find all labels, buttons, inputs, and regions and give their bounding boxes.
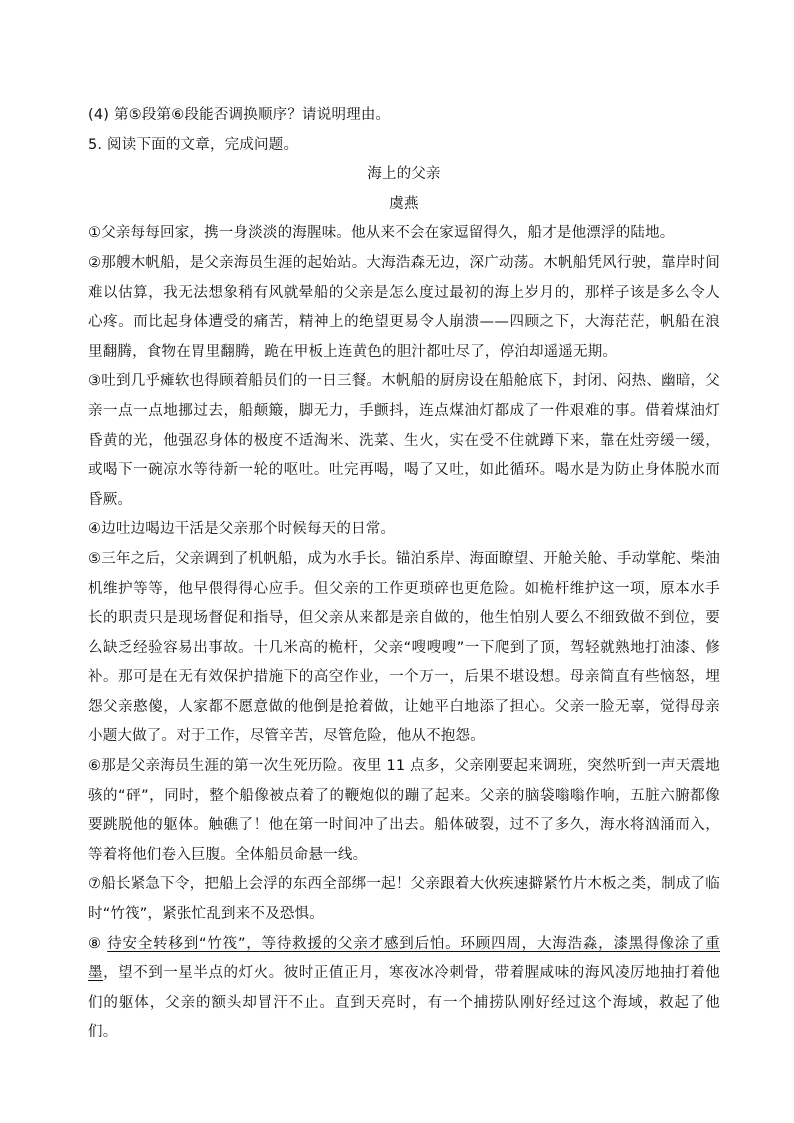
paragraph-2: ②那艘木帆船，是父亲海员生涯的起始站。大海浩森无边，深广动荡。木帆船凭风行驶，靠岸时间难以估算，我无法想象稍有风就晕船的父亲是怎么度过最初的海上岁月的，那样子该是多么令人心疼。而比起身体遭受的痛苦，精神上的绝望更易令人崩溃——四顾之下，大海茫茫，帆船在浪里翻腾，食物在胃里翻腾，跪在甲板上连黄色的胆汁都吐尽了，停泊却遥遥无期。 — [88, 254, 720, 360]
paragraph-1: ①父亲每每回家，携一身淡淡的海腥味。他从来不会在家逗留得久，船才是他漂浮的陆地。 — [88, 225, 675, 242]
article-author: 虞燕 — [389, 195, 419, 212]
article-title: 海上的父亲 — [367, 166, 441, 183]
question-4: (4) 第⑤段第⑥段能否调换顺序？请说明理由。 — [88, 107, 391, 123]
paragraph-8-rest: ，望不到一星半点的灯火。彼时正值正月，寒夜冰冷刺骨，带着腥咸味的海风凌厉地抽打着他们的躯体，父亲的额头却冒汗不止。直到天亮时，有一个捕捞队刚好经过这个海域，救起了他们。 — [88, 965, 720, 1041]
document-body — [88, 101, 720, 1048]
question-5: 5. 阅读下面的文章，完成问题。 — [88, 136, 299, 153]
paragraph-6: ⑥那是父亲海员生涯的第一次生死历险。夜里 11 点多，父亲刚要起来调班，突然听到一声天震地骇的“砰”，同时，整个船像被点着了的鞭炮似的蹦了起来。父亲的脑袋嗡嗡作响，五脏六腑都像要跳脱他的躯体。触礁了！他在第一时间冲了出去。船体破裂，过不了多久，海水将汹涌而入，等着将他们卷入巨腹。全体船员命悬一线。 — [88, 758, 720, 863]
paragraph-8-lead: ⑧ — [88, 935, 108, 952]
paragraph-8 — [88, 930, 720, 1048]
paragraph-3: ③吐到几乎瘫软也得顾着船员们的一日三餐。木帆船的厨房设在船舱底下，封闭、闷热、幽暗，父亲一点一点地挪过去，船颠簸，脚无力，手颤抖，连点煤油灯都成了一件艰难的事。借着煤油灯昏黄的光，他强忍身体的极度不适淘米、洗菜、生火，实在受不住就蹲下来，靠在灶旁缓一缓，或喝下一碗凉水等待新一轮的呕吐。吐完再喝，喝了又吐，如此循环。喝水是为防止身体脱水而昏厥。 — [88, 373, 720, 508]
paragraph-7: ⑦船长紧急下令，把船上会浮的东西全部绑一起！父亲跟着大伙疾速擗紧竹片木板之类，制成了临时“竹筏”，紧张忙乱到来不及恐惧。 — [88, 876, 720, 923]
paragraph-5: ⑤三年之后，父亲调到了机帆船，成为水手长。锚泊系岸、海面瞭望、开舱关舱、手动掌舵、柴油机维护等等，他早偎得得心应手。但父亲的工作更琐碎也更危险。如桅杆维护这一项，原本水手长的职责只是现场督促和指导，但父亲从来都是亲自做的，他生怕别人要么不细致做不到位，要么缺乏经验容易出事故。十几米高的桅杆，父亲“嗖嗖嗖”一下爬到了顶，驾轻就熟地打油漆、修补。那可是在无有效保护措施下的高空作业，一个万一，后果不堪设想。母亲简直有些恼怒，埋怨父亲憨傻，人家都不愿意做的他倒是抢着做，让她平白地添了担心。父亲一脸无辜，觉得母亲小题大做了。对于工作，尽管辛苦，尽管危险，他从不抱怨。 — [88, 550, 720, 745]
underlined-sentence: 待安全转移到“竹筏”，等待救援的父亲才感到后怕。环顾四周，大海浩淼，漆黑得像涂了重墨 — [88, 935, 720, 982]
paragraph-4: ④边吐边喝边干活是父亲那个时候每天的日常。 — [88, 521, 396, 538]
